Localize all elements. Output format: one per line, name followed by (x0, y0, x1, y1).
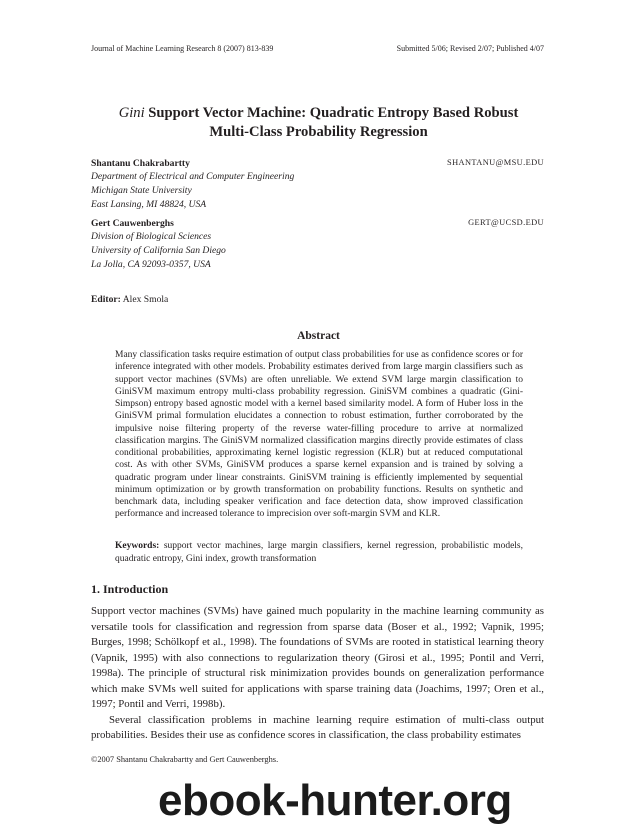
title-italic-word: Gini (118, 105, 145, 121)
paragraph: Several classification problems in machine learning require estimation of multi-class output probabilities. Besides their use as confidence scores in classification, the class probability estimates (91, 713, 544, 741)
journal-citation: Journal of Machine Learning Research 8 (2007) 813-839 (91, 44, 274, 53)
editor-label: Editor: (91, 294, 121, 305)
paragraph: Support vector machines (SVMs) have gained much popularity in the machine learning community as versatile tools for classification and regression from sparse data (Boser et al., 1992; Vapnik, 1995; Burges, 1998; Schölkopf et al., 1998). The foundations of SVMs are rooted in statistical learning theory (Vapnik, 1995) with also connections to regularization theory (Girosi et al., 1995; Pontil and Verri, 1998a). The principle of structural risk minimization provides bounds on generalization performance which make SVMs well suited for applications with sparse training data (Joachims, 1997; Oren et al., 1997; Pontil and Verri, 1998b). (91, 605, 544, 710)
title-line-2: Multi-Class Probability Regression (209, 124, 428, 140)
editor-name: Alex Smola (122, 294, 169, 305)
affiliation-line: Division of Biological Sciences (91, 231, 212, 242)
affiliation-line: East Lansing, MI 48824, USA (91, 199, 207, 210)
section-heading: 1. Introduction (91, 582, 169, 596)
author-name: Shantanu Chakrabartty (91, 158, 190, 169)
copyright-footer: ©2007 Shantanu Chakrabartty and Gert Cauwenberghs. (91, 755, 279, 764)
keywords-text: support vector machines, large margin classifiers, kernel regression, probabilistic models, quadratic entropy, Gini index, growth transformation (115, 541, 523, 564)
author-email[interactable]: SHANTANU@MSU.EDU (447, 158, 544, 167)
abstract-text: Many classification tasks require estimation of output class probabilities for use as confidence scores or for inference integrated with other models. Probability estimates derived from large margin classifiers such as support vector machines (SVMs) are often unreliable. We extend SVM large margin classification to GiniSVM maximum entropy multi-class probability regression. GiniSVM combines a quadratic (Gini-Simpson) entropy based agnostic model with a kernel based similarity model. A form of Huber loss in the GiniSVM primal formulation elucidates a connection to robust estimation, further corroborated by the impulsive noise filtering property of the reverse water-filling procedure to arrive at normalized classification margins. The GiniSVM normalized classification margins directly provide estimates of class conditional probabilities, approximating kernel logistic regression (KLR) but at reduced computational cost. As with other SVMs, GiniSVM produces a sparse kernel expansion and is trained by solving a quadratic program under linear constraints. GiniSVM training is efficiently implemented by sequential minimum optimization or by growth transformation on probability functions. Results on synthetic and benchmark data, including speaker verification and face detection data, show improved classification performance and increased tolerance to imprecision over soft-margin SVM and KLR. (115, 350, 523, 520)
abstract-body (115, 349, 523, 521)
affiliation-line: University of California San Diego (91, 245, 226, 256)
author-block-1 (91, 157, 544, 212)
author-name: Gert Cauwenberghs (91, 218, 174, 229)
watermark: ebook-hunter.org (158, 776, 512, 825)
editor-line (91, 294, 168, 305)
affiliation-line: Department of Electrical and Computer Engineering (91, 171, 295, 182)
title-line-1-rest: Support Vector Machine: Quadratic Entropy Based Robust (144, 105, 519, 121)
affiliation-line: La Jolla, CA 92093-0357, USA (91, 259, 211, 270)
title-line-1 (60, 104, 577, 123)
keywords-label: Keywords: (115, 541, 160, 551)
submission-dates: Submitted 5/06; Revised 2/07; Published 4/07 (396, 44, 544, 53)
author-email[interactable]: GERT@UCSD.EDU (468, 218, 544, 227)
author-block-2 (91, 217, 544, 272)
body-text (91, 604, 544, 744)
paper-title (60, 104, 577, 142)
affiliation-line: Michigan State University (91, 185, 192, 196)
abstract-heading: Abstract (297, 330, 340, 342)
keywords-line (115, 540, 523, 565)
